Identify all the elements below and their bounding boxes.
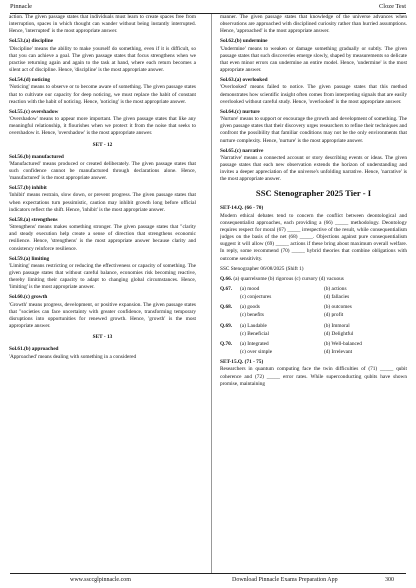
solution-60-text: 'Growth' means progress, development, or positive expansion. The given passage states that "societies can face uncertainty with greater confidence, transforming temporary disruptions into opportunities for renewed growth. Hence, 'growth' is the most appropriate answer.	[9, 301, 196, 330]
solution-61-title: Sol.61.(b) approached	[9, 346, 59, 353]
question-67-option-b: (b) actions	[324, 286, 347, 292]
question-68	[220, 304, 407, 319]
page-footer	[10, 573, 406, 586]
question-67-number: Q.67.	[220, 286, 233, 292]
solution-54-title: Sol.54.(d) noticing	[9, 77, 51, 84]
question-69-option-a: (a) Laudable	[240, 322, 267, 329]
question-70-number: Q.70.	[220, 340, 233, 347]
solution-54-text: 'Noticing' means to observe or to become aware of something. The given passage states that to cultivate our capacity for deep noticing, we must replace the habit of constant reaction with the habit of noticing. Hence, 'noticing' is the most appropriate answer.	[9, 84, 196, 105]
question-67-option-d: (d) fallacies	[324, 294, 350, 301]
question-68-option-b: (b) outcomes	[324, 304, 352, 311]
solution-65-title: Sol.65.(c) narrative	[220, 147, 264, 154]
question-70-option-d: (d) Irrelevant	[324, 349, 353, 356]
column-divider	[211, 14, 212, 573]
set-15-passage: Researchers in quantum computing face the twin difficulties of (71) _____ qubit coherence and (72) _____ error rates. While superconducting qubits have shown promise, maintaining	[220, 366, 407, 387]
question-66-number: Q.66.	[220, 275, 233, 282]
question-68-number: Q.68.	[220, 304, 233, 311]
solution-62-title: Sol.62.(b) undermine	[220, 38, 268, 45]
solution-55-title: Sol.55.(c) overshadow	[9, 108, 59, 115]
set-14-heading: SET-14.Q. (66 - 70)	[220, 205, 264, 212]
solution-58-text: 'Strengthens' means makes something stronger. The given passage states that "clarity and steady execution help create a sense of direction that strengthens economic resilience. Hence, 'strengthens' is the most appropriate answer because clarity and consistency reinforce resilience.	[9, 224, 196, 252]
solution-63-text: 'Overlooked' means failed to notice. The given passage states that this method demonstrates how scientific insight often comes from interpreting signals that are easily overlooked without careful study. Hence, 'overlooked' is the most appropriate answer.	[220, 84, 407, 105]
question-67-option-c: (c) conjectures	[240, 294, 272, 301]
solution-64-title: Sol.64.(c) nurture	[220, 108, 260, 115]
question-70	[220, 341, 407, 356]
solution-53-title: Sol.53.(a) discipline	[9, 38, 53, 45]
question-69-option-d: (d) Delightful	[324, 330, 354, 337]
footer-website: www.ssccglpinnacle.com	[70, 577, 131, 583]
question-69-option-c: (c) Beneficial	[240, 330, 269, 337]
question-70-option-a: (a) Integrated	[240, 340, 269, 347]
solution-53-text: 'Discipline' means the ability to make yourself do something, even if it is difficult, so that you can achieve a goal. The given passage states that focus strengthens when we practise returning again and again to the task at hand, where each return becomes a silent act of discipline. Hence, 'discipline' is the most appropriate answer.	[9, 45, 196, 74]
solution-64-text: 'Nurture' means to support or encourage the growth and development of something. The given passage states that their discovery urges researchers to refine their techniques and confront the possibility that familiar conditions may not be the only environments that nurture complexity. Hence, 'nurture' is the most appropriate answer.	[220, 116, 407, 144]
set-14-passage: Modern ethical debates tend to concern the conflict between deontological and consequentialist approaches, each providing a (66) _____ methodology. Deontology requires respect for moral (67) _____ irrespective of the result, while consequentialism judges on the basis of the net (68) _____. Objections against pure consequentialism suggest it will allow (69) _____ actions if these bring about maximum overall welfare. In reply, some recommend (70) _____ hybrid theories that combine obligations with outcome sensitivity.	[220, 212, 407, 262]
question-70-option-b: (b) Well-balanced	[324, 340, 362, 347]
set-13-heading: SET - 13	[92, 334, 113, 341]
left-intro: action. The given passage states that individuals must learn to create spaces free from interruption, spaces in which thought can wander without being instantly interrupted. Hence, 'interrupted' is the most appropriate answer.	[9, 14, 196, 35]
left-column	[9, 14, 196, 572]
question-67	[220, 286, 407, 301]
question-68-option-c: (c) benefits	[240, 312, 264, 319]
set-12-heading: SET - 12	[92, 141, 113, 148]
solution-57-title: Sol.57.(b) inhibit	[9, 185, 47, 192]
question-66-options: (a) quarrelsome (b) rigorous (c) cursory (d) vacuous	[233, 275, 344, 282]
question-69-option-b: (b) Immoral	[324, 322, 350, 329]
solution-59-text: 'Limiting' means restricting or reducing the effectiveness or capacity of something. The given passage states that without careful balance, economies risk becoming reactive, thereby limiting their capacity to adapt to changing global circumstances. Hence, 'limiting' is the most appropriate answer.	[9, 262, 196, 291]
set-15-heading: SET-15.Q. (71 - 75)	[220, 359, 264, 366]
solution-58-title: Sol.58.(a) strengthens	[9, 216, 58, 223]
solution-56-title: Sol.56.(b) manufactured	[9, 153, 64, 160]
right-column	[220, 14, 407, 572]
solution-62-text: 'Undermine' means to weaken or damage something gradually or subtly. The given passage states that such discoveries emerge slowly, shaped by measurements so delicate that even minor errors can undermine an entire model. Hence, 'undermine' is the most appropriate answer.	[220, 45, 407, 74]
solution-65-text: 'Narrative' means a connected account or story describing events or ideas. The given passage states that each new observation extends the horizon of understanding and invites a deeper appreciation of the universe's unfolding narrative. Hence, 'narrative' is the most appropriate answer.	[220, 154, 407, 183]
set-14-source: SSC Stenographer 06/08/2025 (Shift 1)	[220, 265, 304, 272]
question-67-option-a: (a) mood	[240, 286, 260, 292]
question-68-option-d: (d) profit	[324, 312, 344, 319]
page-header	[10, 2, 406, 14]
solution-55-text: 'Overshadow' means to appear more important. The given passage states that like any meaningful relationship, it flourishes when we protect it from the noise that seeks to overshadow it. Hence, 'overshadow' is the most appropriate answer.	[9, 116, 196, 137]
question-69-number: Q.69.	[220, 322, 233, 329]
question-68-option-a: (a) goods	[240, 304, 260, 311]
solution-57-text: 'Inhibit' means restrain, slow down, or prevent progress. The given passage states that when expectations turn pessimistic, caution may inhibit growth long before official indicators reflect the shift. Hence, 'inhibit' is the most appropriate answer.	[9, 192, 196, 213]
page-number: 300	[385, 577, 394, 583]
solution-61-text: 'Approached' means dealing with something in a considered	[9, 353, 137, 360]
footer-app-promo: Download Pinnacle Exams Preparation App	[232, 577, 338, 583]
question-69	[220, 323, 407, 338]
right-intro: manner. The given passage states that knowledge of the universe advances when observations are approached with disciplined curiosity rather than hurried assumptions. Hence, 'approached' is the most appropriate answer.	[220, 14, 407, 35]
solution-59-title: Sol.59.(a) limiting	[9, 255, 50, 262]
question-66	[220, 276, 407, 283]
header-section: Cloze Test	[379, 3, 406, 10]
solution-60-title: Sol.60.(c) growth	[9, 294, 48, 301]
solution-56-text: 'Manufactured' means produced or created deliberately. The given passage states that such confidence cannot be manufactured through declarations alone. Hence, 'manufactured' is the most appropriate answer.	[9, 160, 196, 182]
solution-63-title: Sol.63.(a) overlooked	[220, 77, 268, 84]
section-title: SSC Stenographer 2025 Tier - I	[255, 188, 372, 199]
question-70-option-c: (c) over simple	[240, 349, 273, 356]
header-brand: Pinnacle	[10, 3, 33, 10]
